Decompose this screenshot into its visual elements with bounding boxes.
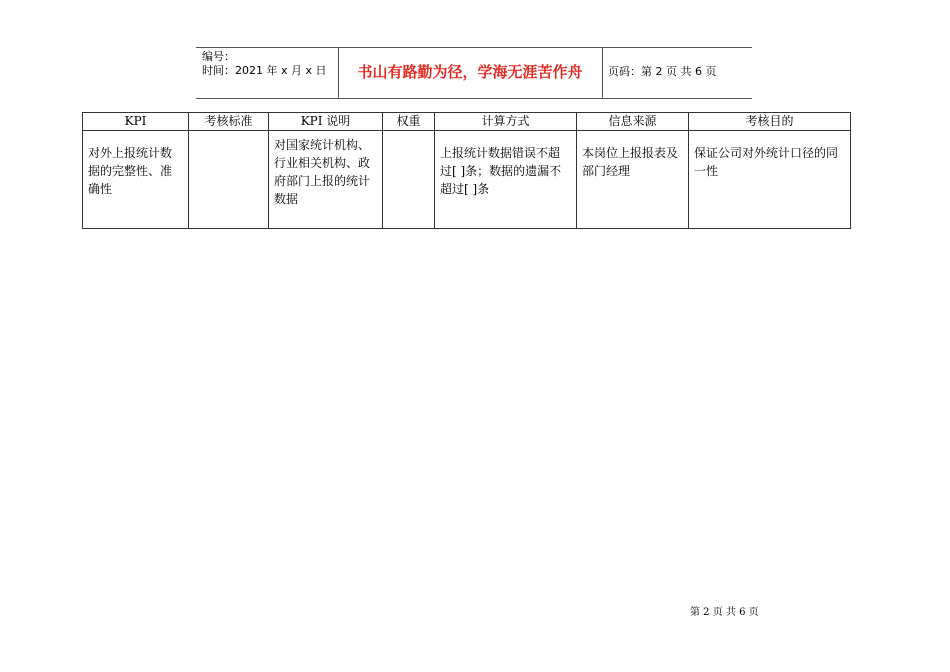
table-row — [83, 131, 851, 229]
column-header-kpi: KPI — [83, 113, 189, 131]
column-header-purpose: 考核目的 — [689, 113, 851, 131]
document-date: 时间：2021 年 x 月 x 日 — [202, 64, 327, 77]
column-header-weight: 权重 — [383, 113, 435, 131]
cell-standard — [189, 131, 269, 229]
header-meta — [202, 50, 336, 78]
cell-calculation: 上报统计数据错误不超过[ ]条；数据的遗漏不超过[ ]条 — [435, 131, 577, 229]
document-code-label: 编号： — [202, 50, 235, 63]
cell-description: 对国家统计机构、行业相关机构、政府部门上报的统计数据 — [269, 131, 383, 229]
cell-source: 本岗位上报报表及部门经理 — [577, 131, 689, 229]
header-divider — [602, 48, 603, 98]
header-page-info: 页码：第 2 页 共 6 页 — [608, 65, 717, 78]
document-header — [196, 47, 752, 99]
column-header-calculation: 计算方式 — [435, 113, 577, 131]
header-motto: 书山有路勤为径，学海无涯苦作舟 — [357, 63, 583, 81]
column-header-source: 信息来源 — [577, 113, 689, 131]
column-header-standard: 考核标准 — [189, 113, 269, 131]
cell-weight — [383, 131, 435, 229]
kpi-table — [82, 112, 851, 229]
table-header-row — [83, 113, 851, 131]
cell-kpi: 对外上报统计数据的完整性、准确性 — [83, 131, 189, 229]
footer-page-number: 第 2 页 共 6 页 — [690, 607, 759, 618]
column-header-description: KPI 说明 — [269, 113, 383, 131]
cell-purpose: 保证公司对外统计口径的同一性 — [689, 131, 851, 229]
